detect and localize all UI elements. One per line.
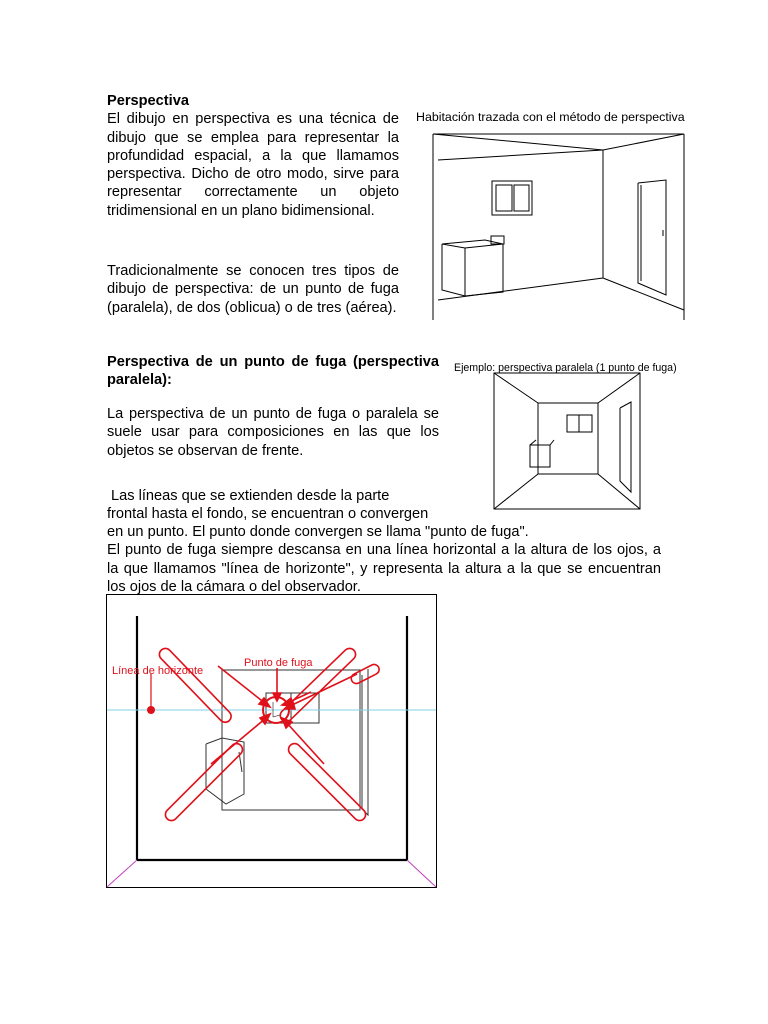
types-block bbox=[107, 262, 399, 317]
figure1-room-drawing bbox=[430, 128, 690, 323]
figure2-room-drawing bbox=[493, 372, 643, 511]
horizon-label: Línea de horizonte bbox=[112, 665, 204, 677]
paragraph-frontal-use: La perspectiva de un punto de fuga o paralela se suele usar para composiciones en las que los objetos se observan de frente. bbox=[107, 406, 439, 459]
section2-para2-rest bbox=[107, 523, 661, 596]
vanishing-point-label: Punto de fuga bbox=[244, 657, 313, 669]
paragraph-lines-1: Las líneas que se extienden desde la parte bbox=[107, 488, 390, 504]
paragraph-types: Tradicionalmente se conocen tres tipos de dibujo de perspectiva: de un punto de fuga (paralela), de dos (oblicua) o de tres (aérea). bbox=[107, 263, 399, 316]
section2-para2-partial bbox=[107, 487, 441, 524]
intro-block bbox=[107, 92, 399, 220]
figure3-vanishing-point-diagram bbox=[106, 594, 437, 888]
section2-para1-block bbox=[107, 405, 439, 460]
horizon-marker-dot bbox=[147, 706, 155, 714]
heading-one-point: Perspectiva de un punto de fuga (perspectiva paralela): bbox=[107, 354, 439, 389]
paragraph-horizon: El punto de fuga siempre descansa en una línea horizontal a la altura de los ojos, a la que llamamos "línea de horizonte", y representa la altura a la que se encuentran los ojos de la cámara o del observador. bbox=[107, 542, 661, 595]
paragraph-definition: El dibujo en perspectiva es una técnica de dibujo que se emplea para representar la profundidad espacial, a la que llamamos perspectiva. Dicho de otro modo, sirve para representar correctamente un objeto tridimensional en un plano bidimensional. bbox=[107, 111, 399, 219]
section2-heading-block bbox=[107, 353, 439, 390]
figure1-caption: Habitación trazada con el método de perspectiva bbox=[416, 110, 685, 124]
figure2-caption: Ejemplo: perspectiva paralela (1 punto de fuga) bbox=[454, 362, 677, 374]
paragraph-lines-3: en un punto. El punto donde convergen se llama "punto de fuga". bbox=[107, 524, 529, 540]
heading-perspectiva: Perspectiva bbox=[107, 93, 189, 109]
paragraph-lines-2: frontal hasta el fondo, se encuentran o convergen bbox=[107, 506, 429, 523]
